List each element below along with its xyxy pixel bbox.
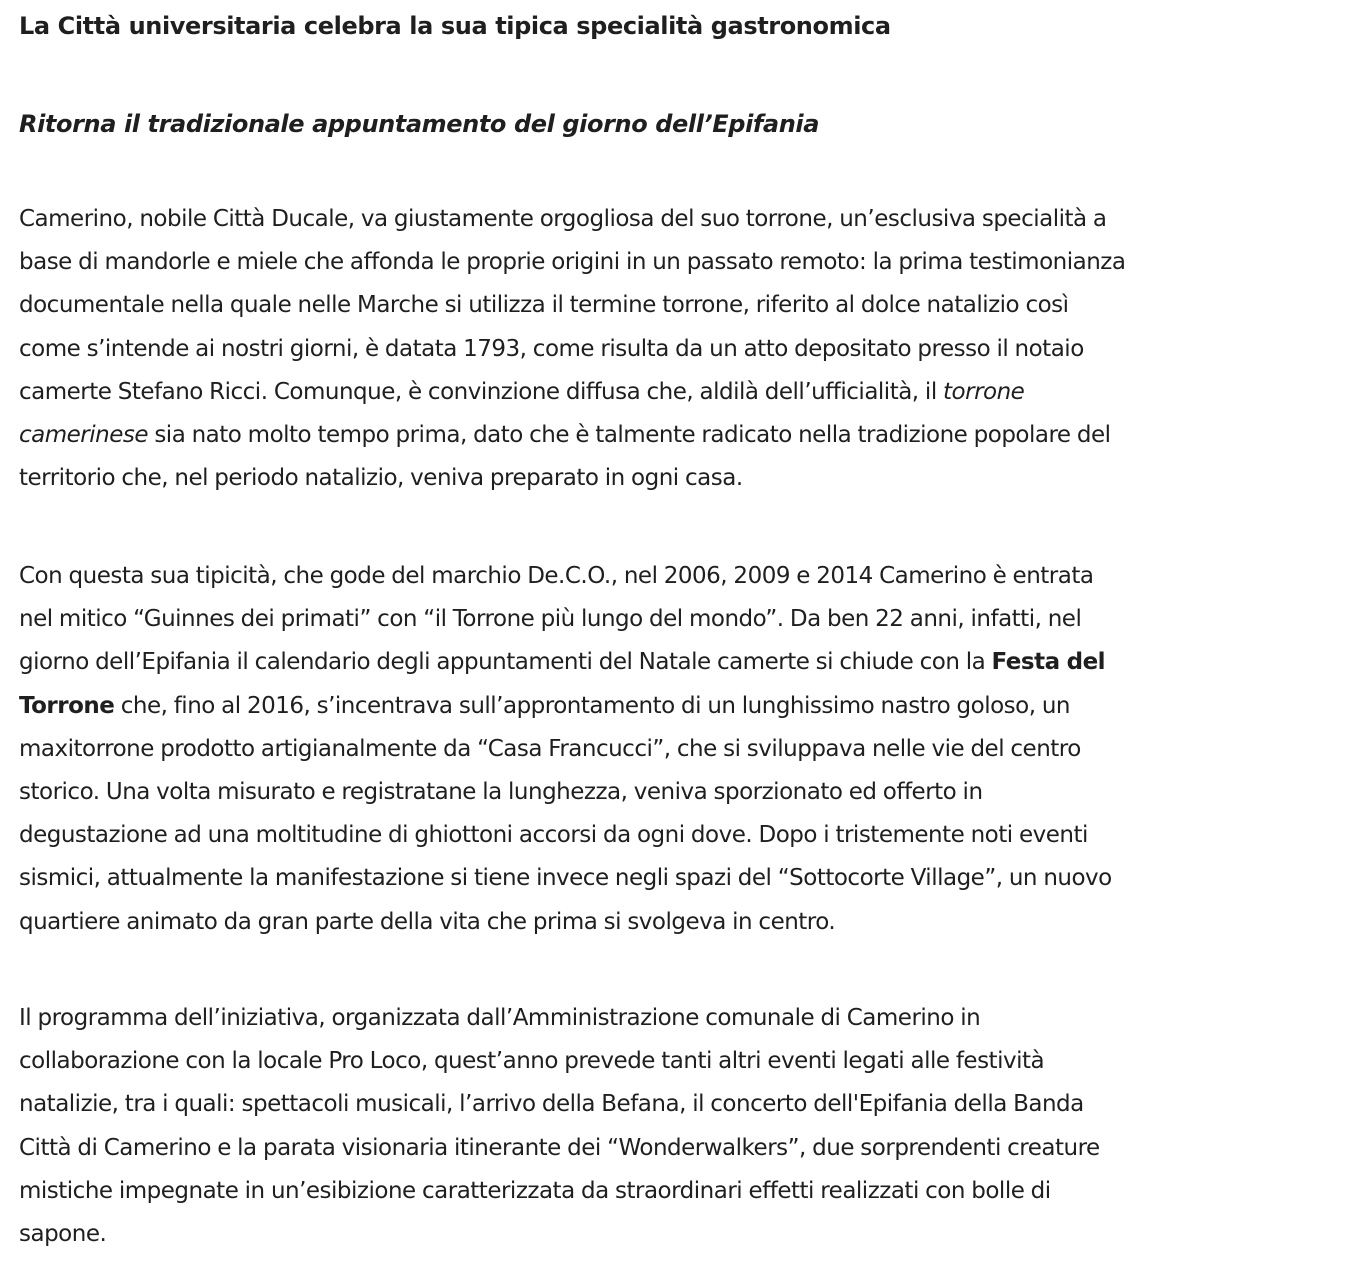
text-line (19, 997, 1294, 1040)
text-span: nel mitico “Guinnes dei primati” con “il Torrone più lungo del mondo”. Da ben 22 anni, infatti, nel (19, 606, 1082, 633)
text-span: base di mandorle e miele che affonda le proprie origini in un passato remoto: la prima testimonianza (19, 249, 1126, 276)
subheadline: Ritorna il tradizionale appuntamento del giorno dell’Epifania (19, 110, 820, 138)
text-span: territorio che, nel periodo natalizio, veniva preparato in ogni casa. (19, 465, 743, 492)
text-line (19, 1040, 1294, 1083)
text-span: Camerino, nobile Città Ducale, va giustamente orgogliosa del suo torrone, un’esclusiva specialità a (19, 206, 1107, 232)
bold-term: Torrone (19, 692, 115, 719)
text-span: sapone. (19, 1221, 107, 1248)
text-span: sia nato molto tempo prima, dato che è talmente radicato nella tradizione popolare del (148, 422, 1111, 449)
text-span: Città di Camerino e la parata visionaria itinerante dei “Wonderwalkers”, due sorprendenti creature (19, 1134, 1100, 1161)
text-line (19, 685, 1294, 728)
text-span: mistiche impegnate in un’esibizione caratterizzata da straordinari effetti realizzati con bolle di (19, 1177, 1051, 1204)
italic-term: torrone (943, 378, 1025, 405)
text-line (19, 728, 1294, 771)
text-line (19, 1127, 1294, 1170)
text-line (19, 598, 1294, 641)
paragraph-festival (19, 555, 1294, 944)
paragraph-program (19, 997, 1294, 1256)
text-span: giorno dell’Epifania il calendario degli appuntamenti del Natale camerte si chiude con la (19, 649, 992, 676)
text-span: maxitorrone prodotto artigianalmente da “Casa Francucci”, che si sviluppava nelle vie del centro (19, 735, 1081, 762)
text-span: documentale nella quale nelle Marche si utilizza il termine torrone, riferito al dolce natalizio così (19, 292, 1069, 319)
text-span: degustazione ad una moltitudine di ghiottoni accorsi da ogni dove. Dopo i tristemente noti eventi (19, 822, 1088, 849)
text-span: sismici, attualmente la manifestazione si tiene invece negli spazi del “Sottocorte Village”, un nuovo (19, 865, 1112, 892)
text-span: camerte Stefano Ricci. Comunque, è convinzione diffusa che, aldilà dell’ufficialità, il (19, 378, 944, 405)
text-span: Il programma dell’iniziativa, organizzata dall’Amministrazione comunale di Camerino in (19, 1005, 981, 1031)
text-span: come s’intende ai nostri giorni, è datata 1793, come risulta da un atto depositato presso il notaio (19, 335, 1084, 362)
text-line (19, 1083, 1294, 1126)
text-line (19, 284, 1294, 327)
bold-term: Festa del (991, 649, 1106, 676)
text-span: che, fino al 2016, s’incentrava sull’approntamento di un lunghissimo nastro goloso, un (114, 692, 1071, 719)
text-span: Con questa sua tipicità, che gode del marchio De.C.O., nel 2006, 2009 e 2014 Camerino è entrata (19, 563, 1094, 589)
text-line (19, 241, 1294, 284)
text-span: collaborazione con la locale Pro Loco, quest’anno prevede tanti altri eventi legati alle festività (19, 1048, 1045, 1075)
text-line (19, 901, 1294, 944)
italic-term: camerinese (19, 422, 149, 449)
text-line (19, 328, 1294, 371)
text-line (19, 457, 1294, 500)
paragraph-history (19, 198, 1294, 500)
text-span: natalizie, tra i quali: spettacoli musicali, l’arrivo della Befana, il concerto dell'Epifania della Banda (19, 1091, 1084, 1118)
headline: La Città universitaria celebra la sua tipica specialità gastronomica (19, 12, 891, 40)
text-line (19, 1170, 1294, 1213)
text-span: quartiere animato da gran parte della vita che prima si svolgeva in centro. (19, 908, 836, 935)
text-line (19, 414, 1294, 457)
text-line (19, 371, 1294, 414)
text-line (19, 555, 1294, 598)
text-line (19, 814, 1294, 857)
text-line (19, 641, 1294, 684)
text-line (19, 198, 1294, 241)
text-line (19, 1213, 1294, 1256)
text-span: storico. Una volta misurato e registratane la lunghezza, veniva sporzionato ed offerto in (19, 779, 983, 806)
text-line (19, 857, 1294, 900)
text-line (19, 771, 1294, 814)
